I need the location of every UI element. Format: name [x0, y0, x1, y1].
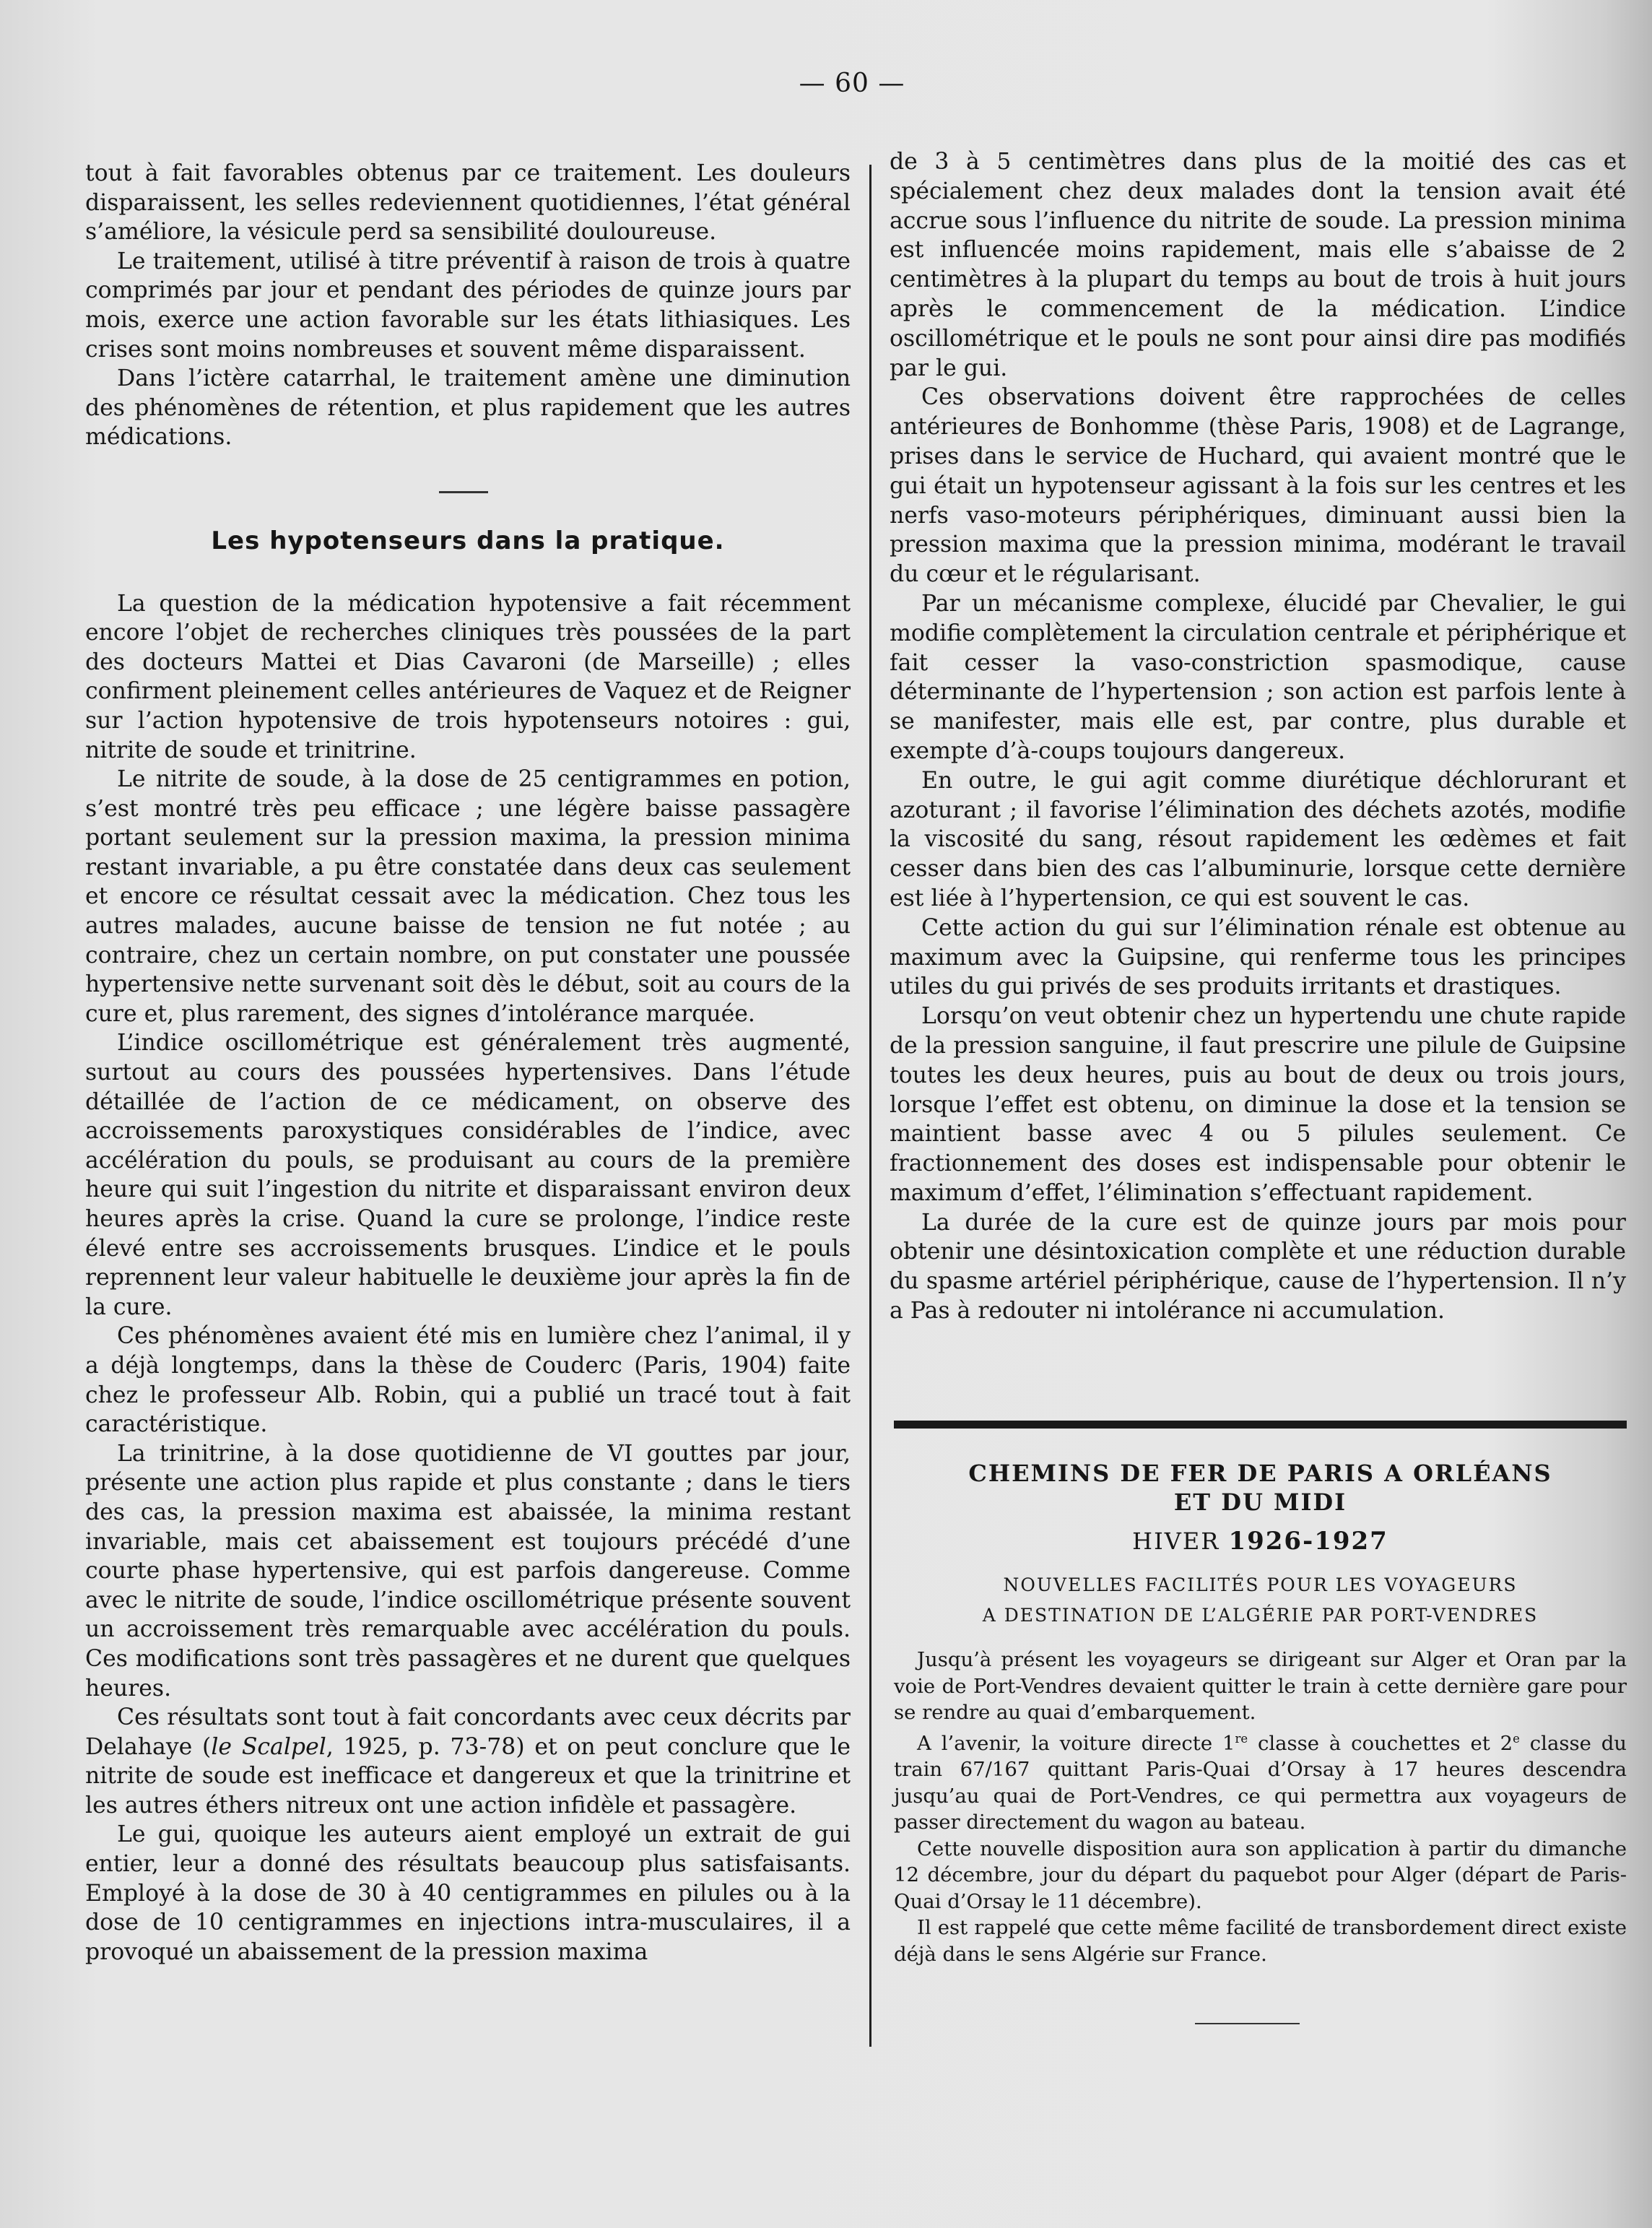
railway-notice — [894, 1459, 1627, 1967]
text-run: Ces résultats sont tout à fait concordants avec ceux décrits par Delahaye ( — [85, 1704, 851, 1760]
paragraph: La durée de la cure est de quinze jours par mois pour obtenir une désintoxication complète et une réduction durable du spasme artériel périphérique, cause de l’hypertension. Il n’y a Pas à redouter ni intolérance ni accumulation. — [890, 1209, 1626, 1325]
text-run: A l’avenir, la voiture directe 1 — [917, 1731, 1235, 1755]
paragraph: L’indice oscillométrique est généralement très augmenté, surtout au cours des poussées hypertensives. Dans l’étude détaillée de l’action de ce médicament, on observe des accroissements paroxystiques considérables de l’indice, avec accélération du pouls, se produisant au cours de la première heure qui suit l’ingestion du nitrite et disparaissant environ deux heures après la crise. Quand la cure se prolonge, l’indice reste élevé entre ses accroissements brusques. L’indice et le pouls reprennent leur valeur habituelle le deuxième jour après la fin de la cure. — [85, 1030, 851, 1320]
paragraph: Le gui, quoique les auteurs aient employé un extrait de gui entier, leur a donné des résultats beaucoup plus satisfaisants. Employé à la dose de 30 à 40 centigrammes en pilules ou à la dose de 10 centigrammes en injections intra-musculaires, il a provoqué un abaissement de la pression maxima — [85, 1821, 851, 1965]
right-column — [890, 147, 1626, 1326]
paragraph: Le traitement, utilisé à titre préventif à raison de trois à quatre comprimés par jour et pendant des périodes de quinze jours par mois, exerce une action favorable sur les états lithiasiques. Les crises sont moins nombreuses et souvent même disparaissent. — [85, 248, 851, 363]
section-separator — [439, 491, 488, 493]
paragraph: Lorsqu’on veut obtenir chez un hypertendu une chute rapide de la pression sanguine, il faut prescrire une pilule de Guipsine toutes les deux heures, puis au bout de deux ou trois jours, lorsque l’effet est obtenu, on diminue la dose et la tension se maintient basse avec 4 ou 5 pilules seulement. Ce fractionnement des doses est indispensable pour obtenir le maximum d’effet, l’élimination s’effectuant rapidement. — [890, 1003, 1626, 1206]
notice-paragraph: Il est rappelé que cette même facilité de transbordement direct existe déjà dans le sens Algérie sur France. — [894, 1916, 1627, 1966]
notice-body — [894, 1647, 1627, 1967]
notice-title-line: ET DU MIDI — [1173, 1488, 1347, 1516]
notice-paragraph — [894, 1726, 1627, 1836]
section-heading: Les hypotenseurs dans la pratique. — [211, 526, 725, 555]
notice-title-line: CHEMINS DE FER DE PARIS A ORLÉANS — [968, 1460, 1552, 1487]
page-number: — 60 — — [799, 69, 905, 98]
paragraph: La trinitrine, à la dose quotidienne de VI gouttes par jour, présente une action plus rapide et plus constante ; dans le tiers des cas, la pression maxima est abaissée, la minima restant invariable, mais cet abaissement est toujours précédé d’une courte phase hypertensive, qui est parfois dangereuse. Comme avec le nitrite de soude, l’indice oscillométrique présente souvent un accroissement très remarquable avec accélération du pouls. Ces modifications sont très passagères et ne durent que quelques heures. — [85, 1440, 851, 1702]
paragraph: Par un mécanisme complexe, élucidé par Chevalier, le gui modifie complètement la circulation centrale et périphérique et fait cesser la vaso-constriction spasmodique, cause déterminante de l’hypertension ; son action est parfois lente à se manifester, mais elle est, par contre, plus durable et exempte d’à-coups toujours dangereux. — [890, 590, 1626, 764]
notice-subtitle-line: NOUVELLES FACILITÉS POUR LES VOYAGEURS — [1003, 1574, 1518, 1595]
paragraph: tout à fait favorables obtenus par ce traitement. Les douleurs disparaissent, les selles redeviennent quotidiennes, l’état général s’améliore, la vésicule perd sa sensibilité douloureuse. — [85, 160, 851, 246]
left-column — [85, 159, 851, 1967]
paragraph: En outre, le gui agit comme diurétique déchlorurant et azoturant ; il favorise l’élimination des déchets azotés, modifie la viscosité du sang, résout rapidement les œdèmes et fait cesser dans bien des cas l’albuminurie, lorsque cette dernière est liée à l’hypertension, ce qui est souvent le cas. — [890, 767, 1626, 911]
notice-subtitle — [894, 1570, 1627, 1631]
notice-season — [894, 1527, 1627, 1556]
paragraph: Dans l’ictère catarrhal, le traitement amène une diminution des phénomènes de rétention, et plus rapidement que les autres médications. — [85, 365, 851, 451]
paragraph — [85, 1703, 851, 1820]
end-separator — [1195, 2023, 1300, 2024]
paragraph: de 3 à 5 centimètres dans plus de la moitié des cas et spécialement chez deux malades dont la tension avait été accrue sous l’influence du nitrite de soude. La pression minima est influencée moins rapidement, mais elle s’abaisse de 2 centimètres à la plupart du temps au bout de trois à huit jours après le commencement de la médication. L’indice oscillométrique et le pouls ne sont pour ainsi dire pas modifiés par le gui. — [890, 149, 1626, 381]
paragraph: Cette action du gui sur l’élimination rénale est obtenue au maximum avec la Guipsine, qui renferme tous les principes utiles du gui privés de ses produits irritants et drastiques. — [890, 914, 1626, 1000]
paragraph: Ces phénomènes avaient été mis en lumière chez l’animal, il y a déjà longtemps, dans la thèse de Couderc (Paris, 1904) faite chez le professeur Alb. Robin, qui a publié un tracé tout à fait caractéristique. — [85, 1323, 851, 1438]
season-years: 1926-1927 — [1228, 1527, 1388, 1556]
notice-subtitle-line: A DESTINATION DE L’ALGÉRIE PAR PORT-VENDRES — [982, 1605, 1539, 1626]
notice-separator — [894, 1421, 1627, 1429]
column-divider — [869, 165, 871, 2047]
text-run: classe à couchettes et 2 — [1248, 1731, 1513, 1755]
paragraph: Ces observations doivent être rapprochées de celles antérieures de Bonhomme (thèse Paris, 1908) et de Lagrange, prises dans le service de Huchard, qui avaient montré que le gui était un hypotenseur agissant à la fois sur les centres et les nerfs vaso-moteurs périphériques, diminuant aussi bien la pression maxima que la pression minima, modérant le travail du cœur et le régularisant. — [890, 384, 1626, 588]
paragraph: Le nitrite de soude, à la dose de 25 centigrammes en potion, s’est montré très peu efficace ; une légère baisse passagère portant seulement sur la pression maxima, la pression minima restant invariable, a pu être constatée dans deux cas seulement et encore ce résultat cessait avec la médication. Chez tous les autres malades, aucune baisse de tension ne fut notée ; au contraire, chez un certain nombre, on put constater une poussée hypertensive nette survenant soit dès le début, soit au cours de la cure et, plus rarement, des signes d’intolérance marquée. — [85, 766, 851, 1027]
season-word: HIVER — [1132, 1527, 1220, 1555]
superscript: e — [1513, 1731, 1520, 1746]
superscript: re — [1235, 1731, 1248, 1746]
text-run: , 1925, p. 73-78) et on peut conclure que le nitrite de soude est inefficace et dangereux et que la trinitrine et les autres éthers nitreux ont une action infidèle et passagère. — [85, 1733, 851, 1819]
text-run: classe du train 67/167 quittant Paris-Quai d’Orsay à 17 heures descendra jusqu’au quai de Port-Vendres, ce qui permettra aux voyageurs de passer directement du wagon au bateau. — [894, 1731, 1627, 1834]
notice-paragraph: Jusqu’à présent les voyageurs se dirigeant sur Alger et Oran par la voie de Port-Vendres devaient quitter le train à cette dernière gare pour se rendre au quai d’embarquement. — [894, 1648, 1627, 1724]
citation-title: le Scalpel — [211, 1733, 326, 1760]
notice-paragraph: Cette nouvelle disposition aura son application à partir du dimanche 12 décembre, jour du départ du paquebot pour Alger (départ de Paris-Quai d’Orsay le 11 décembre). — [894, 1837, 1627, 1913]
paragraph: La question de la médication hypotensive a fait récemment encore l’objet de recherches cliniques très poussées de la part des docteurs Mattei et Dias Cavaroni (de Marseille) ; elles confirment pleinement celles antérieures de Vaquez et de Reigner sur l’action hypotensive de trois hypotenseurs notoires : gui, nitrite de soude et trinitrine. — [85, 590, 851, 763]
notice-title — [894, 1459, 1627, 1517]
